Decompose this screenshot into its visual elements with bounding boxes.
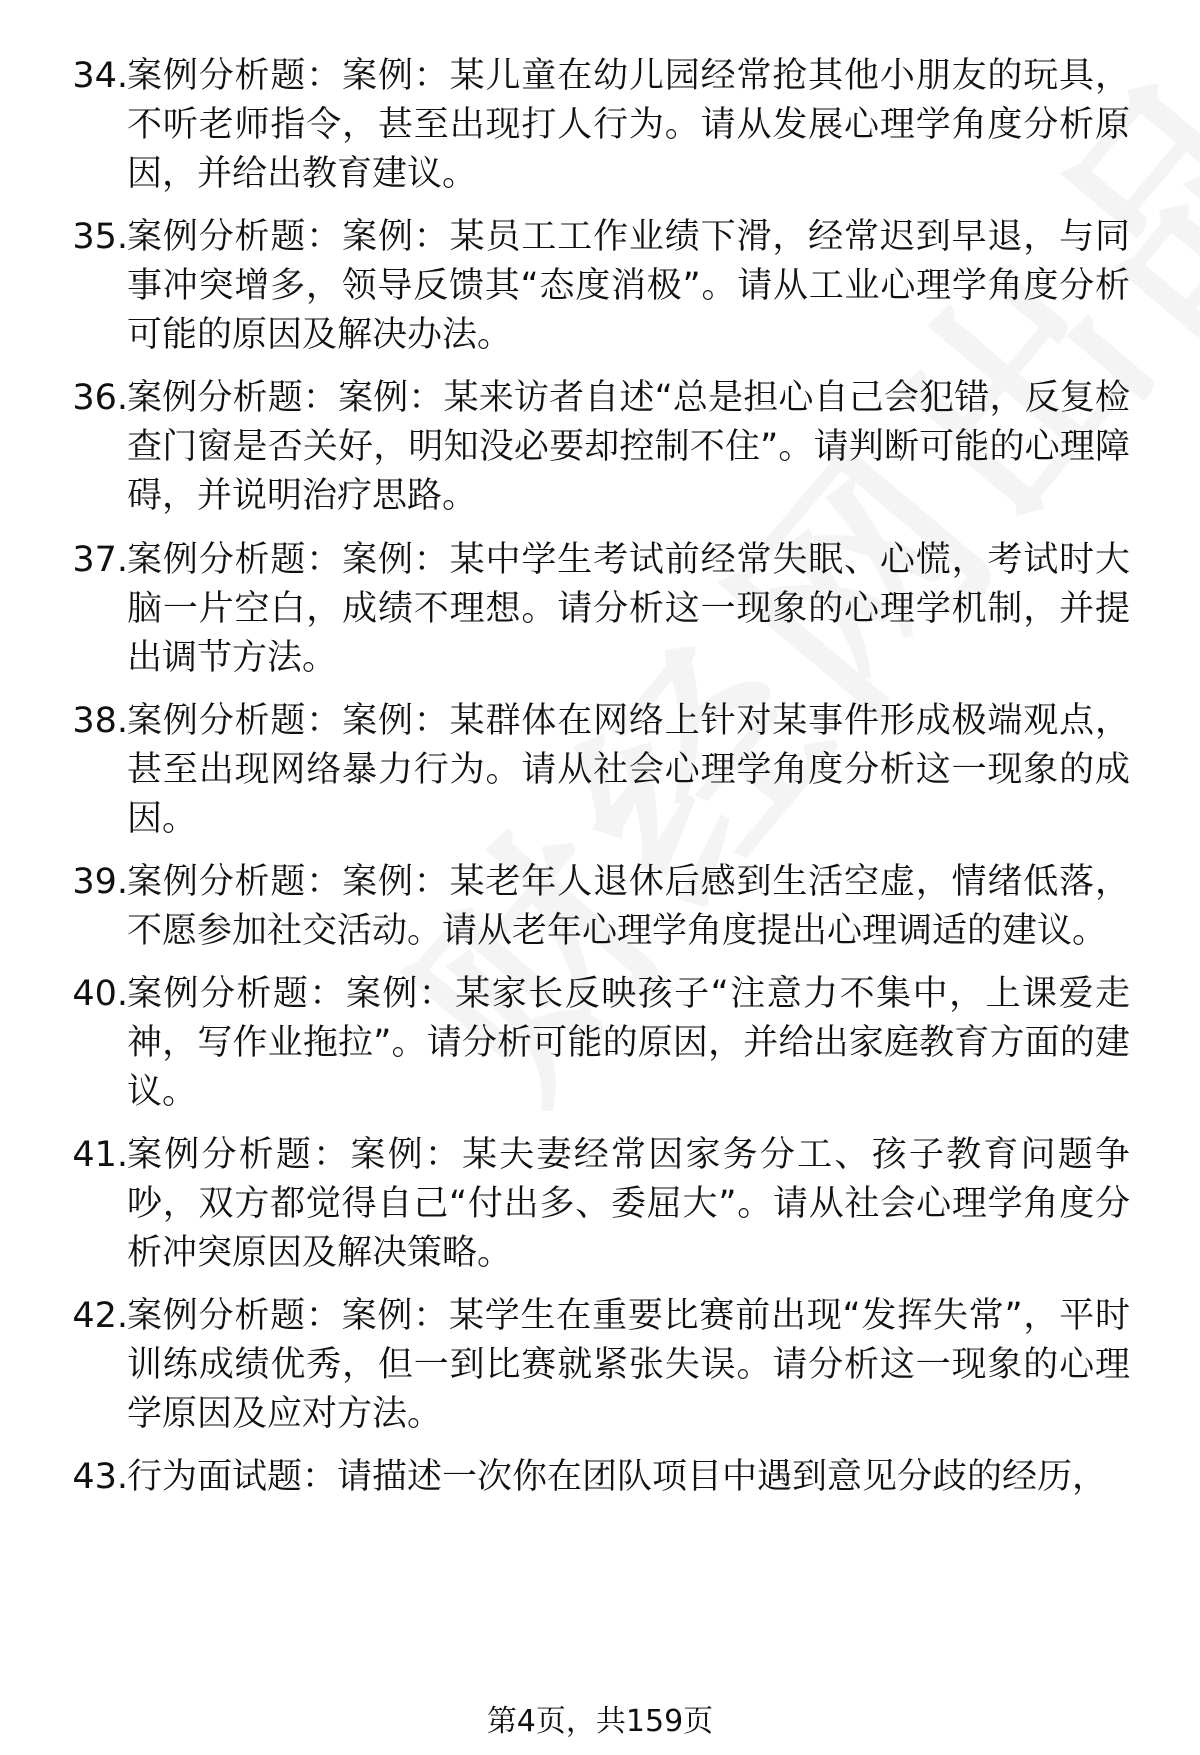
question-text: 案例分析题：案例：某夫妻经常因家务分工、孩子教育问题争吵，双方都觉得自己“付出多、委屈大”。请从社会心理学角度分析冲突原因及解决策略。 [127,1135,1130,1273]
question-number: 39. [72,862,128,902]
question-number: 42. [72,1296,128,1336]
question-text: 案例分析题：案例：某群体在网络上针对某事件形成极端观点，甚至出现网络暴力行为。请从社会心理学角度分析这一现象的成因。 [127,701,1130,839]
question-text: 案例分析题：案例：某家长反映孩子“注意力不集中，上课爱走神，写作业拖拉”。请分析可能的原因，并给出家庭教育方面的建议。 [127,974,1130,1112]
question-item [0,697,1200,839]
question-item [0,970,1200,1112]
question-item [0,1453,1200,1502]
question-text: 案例分析题：案例：某儿童在幼儿园经常抢其他小朋友的玩具，不听老师指令，甚至出现打人行为。请从发展心理学角度分析原因，并给出教育建议。 [127,56,1130,194]
question-item [0,1292,1200,1434]
question-item [0,1131,1200,1273]
question-text: 案例分析题：案例：某老年人退休后感到生活空虚，情绪低落，不愿参加社交活动。请从老年心理学角度提出心理调适的建议。 [127,862,1130,951]
question-text: 案例分析题：案例：某中学生考试前经常失眠、心慌，考试时大脑一片空白，成绩不理想。请分析这一现象的心理学机制，并提出调节方法。 [127,540,1130,678]
question-text: 案例分析题：案例：某来访者自述“总是担心自己会犯错，反复检查门窗是否关好，明知没必要却控制不住”。请判断可能的心理障碍，并说明治疗思路。 [127,378,1130,516]
page-footer [0,1702,1200,1742]
question-item [0,374,1200,516]
question-number: 35. [72,217,128,257]
question-number: 34. [72,56,128,96]
question-item [0,213,1200,355]
question-number: 37. [72,540,128,580]
question-number: 43. [72,1457,128,1497]
question-item [0,52,1200,194]
question-number: 38. [72,701,128,741]
question-number: 36. [72,378,128,418]
question-text: 行为面试题：请描述一次你在团队项目中遇到意见分歧的经历， [127,1457,1108,1497]
question-number: 40. [72,974,128,1014]
page-number-text: 第4页，共159页 [486,1704,714,1739]
question-item [0,858,1200,951]
question-text: 案例分析题：案例：某员工工作业绩下滑，经常迟到早退，与同事冲突增多，领导反馈其“态度消极”。请从工业心理学角度分析可能的原因及解决办法。 [127,217,1130,355]
question-item [0,536,1200,678]
question-text: 案例分析题：案例：某学生在重要比赛前出现“发挥失常”，平时训练成绩优秀，但一到比赛就紧张失误。请分析这一现象的心理学原因及应对方法。 [127,1296,1130,1434]
question-number: 41. [72,1135,128,1175]
